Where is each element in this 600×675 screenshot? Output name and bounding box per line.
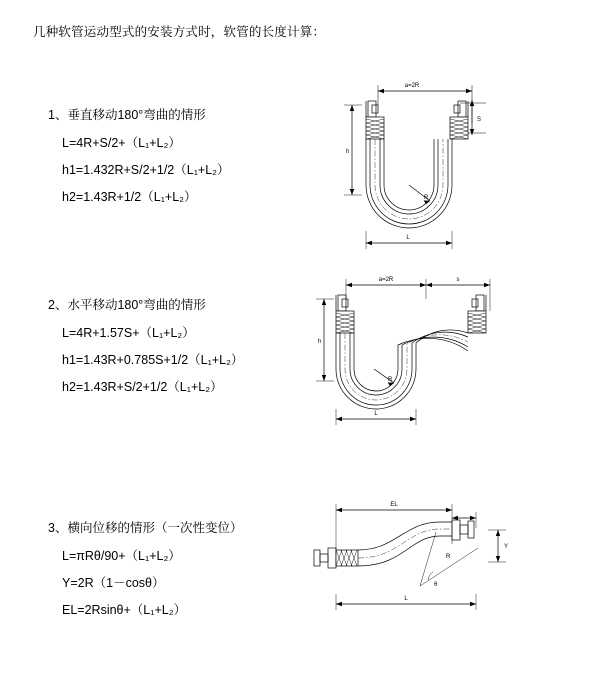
formula-line: h2=1.43R+1/2（L₁+L₂） bbox=[62, 190, 197, 204]
section-text-block bbox=[48, 105, 308, 214]
dim-label-l: L bbox=[404, 596, 408, 602]
formula-line: L=πRθ/90+（L₁+L₂） bbox=[62, 549, 181, 563]
formula-line: L=4R+1.57S+（L₁+L₂） bbox=[62, 326, 195, 340]
dim-label-l: L bbox=[406, 235, 410, 241]
dim-label-h: h bbox=[318, 339, 322, 345]
figure-horizontal-180 bbox=[300, 265, 590, 445]
dim-label-top-right: s bbox=[456, 277, 460, 283]
formula-line: Y=2R（1－cosθ） bbox=[62, 576, 165, 590]
formula-line: EL=2Rsinθ+（L₁+L₂） bbox=[62, 603, 187, 617]
dim-label-r: R bbox=[446, 554, 451, 560]
section-title: 1、垂直移动180°弯曲的情形 bbox=[48, 108, 206, 122]
dim-label-top-left: a=2R bbox=[378, 277, 394, 283]
section-text-block bbox=[48, 518, 308, 627]
page-title: 几种软管运动型式的安装方式时，软管的长度计算： bbox=[33, 25, 326, 39]
dim-label-s: S bbox=[477, 117, 482, 123]
figure-lateral-offset bbox=[300, 488, 590, 638]
dim-label-y: Y bbox=[504, 544, 509, 550]
section-text-block bbox=[48, 295, 308, 404]
dim-label-l: L bbox=[374, 411, 378, 417]
dim-label-top: a=2R bbox=[404, 83, 420, 89]
dim-label-h: h bbox=[346, 149, 350, 155]
figure-vertical-180 bbox=[300, 75, 590, 270]
section-title: 2、水平移动180°弯曲的情形 bbox=[48, 298, 206, 312]
formula-line: h1=1.43R+0.785S+1/2（L₁+L₂） bbox=[62, 353, 244, 367]
section-title: 3、横向位移的情形（一次性变位） bbox=[48, 521, 243, 535]
formula-line: L=4R+S/2+（L₁+L₂） bbox=[62, 136, 181, 150]
dim-label-r: R bbox=[424, 195, 429, 201]
formula-line: h1=1.432R+S/2+1/2（L₁+L₂） bbox=[62, 163, 230, 177]
dim-label-r: R bbox=[388, 377, 393, 383]
dim-label-el: EL bbox=[390, 502, 398, 508]
dim-label-theta: θ bbox=[434, 582, 438, 588]
formula-line: h2=1.43R+S/2+1/2（L₁+L₂） bbox=[62, 380, 223, 394]
